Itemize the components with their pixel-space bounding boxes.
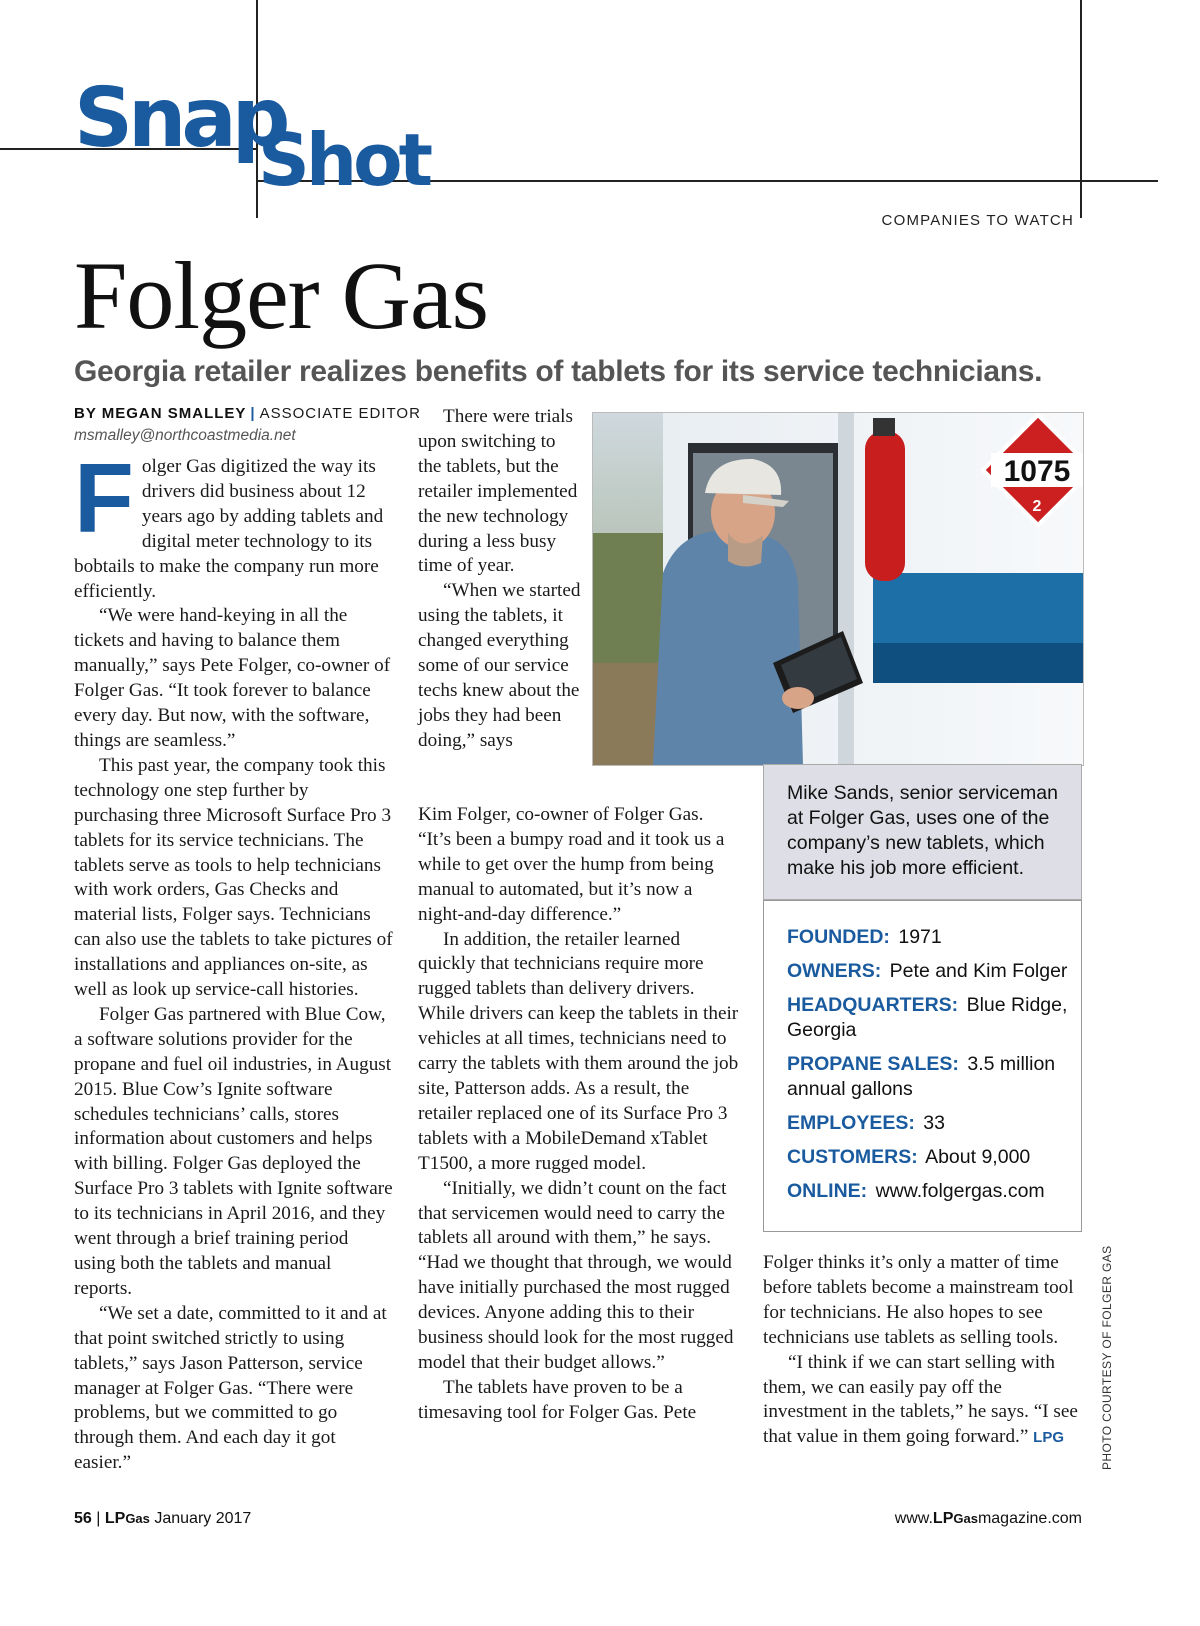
paragraph: In addition, the retailer learned quickly that technicians require more rugged tablets than delivery drivers. While drivers can keep the tablets in their vehicles at all times, technicians need to carry the tablets with them around the job site, Patterson adds. As a result, the retailer replaced one of its Surface Pro 3 tablets with a MobileDemand xTablet T1500, a more rugged model. [418,928,739,1174]
paragraph [74,443,394,604]
page-number: 56 [74,1510,92,1527]
photo-caption: Mike Sands, senior serviceman at Folger Gas, uses one of the company’s new tablets, which make his job more efficient. [763,764,1082,900]
paragraph-text: “I think if we can start selling with them, we can easily pay off the investment in the tablets,” he says. “I see that value in them going forward.” [763,1351,1078,1448]
end-mark: LPG [1033,1429,1064,1447]
paragraph: Folger Gas partnered with Blue Cow, a software solutions provider for the propane and fuel oil industries, in August 2015. Blue Cow’s Ignite software schedules technicians’ calls, stores information about customers and helps with billing. Folger Gas deployed the Surface Pro 3 tablets with Ignite software to its technicians in April 2016, and they went through a brief training period using both the tablets and manual reports. [74,1003,393,1299]
fact-value: 33 [923,1112,945,1134]
paragraph [763,1351,1085,1452]
svg-text:1075: 1075 [1003,455,1071,488]
paragraph-text: olger Gas digitized the way its drivers did business about 12 years ago by adding tablets and digital meter technology to its bobtails to make the company run more efficiently. [74,456,384,602]
footer-url[interactable] [895,1510,1082,1528]
fact-label: HEADQUARTERS: [787,994,959,1016]
url-prefix: www. [894,1510,933,1527]
article-column-3 [763,1251,1085,1451]
fact-label: EMPLOYEES: [787,1112,915,1134]
fact-value: About 9,000 [925,1146,1031,1168]
magazine-name-gas: Gas [125,1511,150,1526]
url-brand-gas: Gas [953,1511,978,1526]
fact-owners [787,959,1071,984]
article-column-2-narrow [418,405,583,754]
fact-employees [787,1111,1071,1136]
paragraph: This past year, the company took this technology one step further by purchasing three Microsoft Surface Pro 3 tablets for its service technicians. The tablets serve as tools to help technicians with work orders, Gas Checks and material lists, Folger says. Technicians can also use the tablets to take pictures of installations and appliances on-site, as well as look up service-call histories. [74,754,393,1001]
fact-label: OWNERS: [787,960,882,982]
magazine-name-lp: LP [104,1510,126,1527]
paragraph: The tablets have proven to be a timesaving tool for Folger Gas. Pete [418,1376,697,1423]
paragraph: “When we started using the tablets, it changed everything some of our service techs knew about the jobs they had been doing,” says [418,580,581,751]
fact-online [787,1179,1071,1204]
photo-credit: PHOTO COURTESY OF FOLGER GAS [1100,1245,1114,1470]
byline-name: BY MEGAN SMALLEY [74,405,247,422]
byline [74,405,421,422]
fact-propane-sales [787,1052,1071,1102]
paragraph: Kim Folger, co-owner of Folger Gas. “It’s been a bumpy road and it took us a while to get over the hump from being manual to automated, but it’s now a night-and-day difference.” [418,804,725,925]
article-column-2-wide [418,803,740,1426]
fact-label: CUSTOMERS: [787,1146,918,1168]
fact-value: Blue Ridge, Georgia [787,994,1068,1041]
fact-headquarters [787,993,1071,1043]
company-fact-box [763,900,1082,1232]
paragraph: There were trials upon switching to the tablets, but the retailer implemented the new technology during a less busy time of year. [418,406,578,577]
paragraph: “Initially, we didn’t count on the fact that servicemen would need to carry the tablets all around with them,” he says. “Had we thought that through, we would have initially purchased the most rugged devices. Anyone adding this to their business should look for the most rugged model that their budget allows.” [418,1177,734,1373]
footer-folio [74,1510,251,1528]
fact-label: FOUNDED: [787,926,890,948]
fact-website-link[interactable]: www.folgergas.com [875,1180,1045,1202]
byline-separator: | [250,405,256,422]
article-deck: Georgia retailer realizes benefits of tablets for its service technicians. [74,355,1043,388]
logo-snap: Snap [74,71,286,166]
fact-label: ONLINE: [787,1180,868,1202]
url-brand-lp: LP [932,1510,954,1527]
article-column-1 [74,443,394,1476]
fact-value: 1971 [898,926,942,948]
logo-shot: Shot [258,118,429,202]
header-rule-right [1080,0,1082,218]
paragraph: “We set a date, committed to it and at that point switched strictly to using tablets,” says Jason Patterson, service manager at Folger Gas. “There were problems, but we committed to go through them. And each day it got easier.” [74,1302,387,1474]
fact-value: Pete and Kim Folger [889,960,1068,982]
article-title: Folger Gas [74,242,488,349]
fact-label: PROPANE SALES: [787,1053,959,1075]
fact-customers [787,1145,1071,1170]
photo-illustration [593,413,1083,765]
fact-value: 3.5 million annual gallons [787,1053,1056,1100]
author-email[interactable]: msmalley@northcoastmedia.net [74,427,296,444]
issue-date: January 2017 [154,1510,252,1527]
section-label: COMPANIES TO WATCH [881,212,1074,229]
svg-text:2: 2 [1032,498,1042,515]
footer-divider: | [96,1510,101,1527]
url-suffix: magazine.com [977,1510,1082,1527]
paragraph: Folger thinks it’s only a matter of time before tablets become a mainstream tool for technicians. He also hopes to see technicians use tablets as selling tools. [763,1252,1074,1348]
article-photo [592,412,1084,766]
drop-cap: F [74,443,134,553]
byline-role: ASSOCIATE EDITOR [259,405,421,422]
paragraph: “We were hand-keying in all the tickets and having to balance them manually,” says Pete Folger, co-owner of Folger Gas. “It took forever to balance every day. But now, with the software, things are seamless.” [74,605,391,751]
fact-founded [787,925,1071,950]
